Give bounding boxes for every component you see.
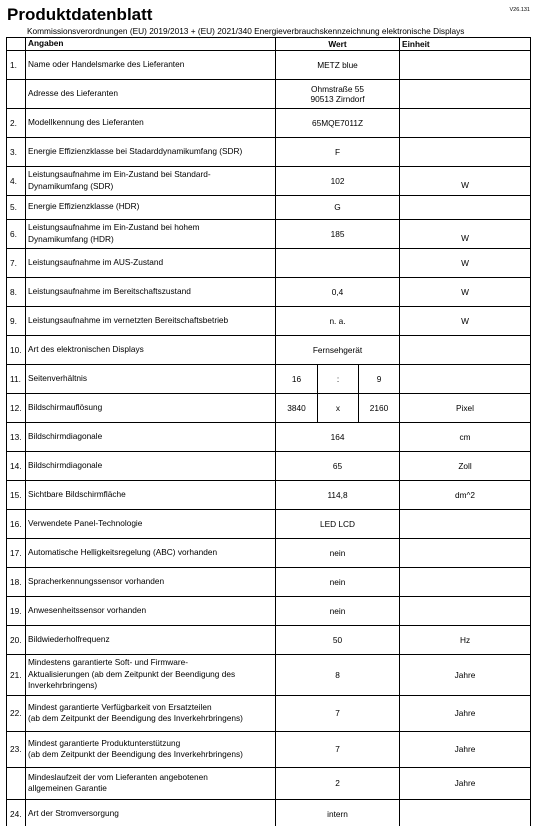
row-unit-text: W — [461, 286, 469, 297]
row-label: Mindeslaufzeit der vom Lieferanten angebotenen allgemeinen Garantie — [26, 767, 276, 799]
table-row — [7, 277, 531, 306]
row-unit — [400, 422, 531, 451]
page-title: Produktdatenblatt — [7, 5, 153, 24]
row-unit — [400, 108, 531, 137]
row-label: Energie Effizienzklasse (HDR) — [26, 195, 276, 219]
table-row — [7, 799, 531, 826]
row-number: 8. — [7, 277, 26, 306]
row-unit — [400, 306, 531, 335]
table-row — [7, 767, 531, 799]
row-label: Anwesenheitssensor vorhanden — [26, 596, 276, 625]
row-label: Mindestens garantierte Soft- und Firmware- Aktualisierungen (ab dem Zeitpunkt der Beendigung des Inverkehrbringens) — [26, 654, 276, 695]
row-unit — [400, 195, 531, 219]
row-value: 7 — [276, 731, 400, 767]
row-value: G — [276, 195, 400, 219]
row-value: nein — [276, 538, 400, 567]
row-number: 11. — [7, 364, 26, 393]
row-value: nein — [276, 567, 400, 596]
row-unit — [400, 248, 531, 277]
row-number: 12. — [7, 393, 26, 422]
row-label: Leistungsaufnahme im Ein-Zustand bei hohem Dynamikumfang (HDR) — [26, 219, 276, 248]
row-label: Mindest garantierte Produktunterstützung (ab dem Zeitpunkt der Beendigung des Inverkehrbringens) — [26, 731, 276, 767]
row-label: Leistungsaufnahme im Bereitschaftszustand — [26, 277, 276, 306]
row-number: 21. — [7, 654, 26, 695]
row-value: 164 — [276, 422, 400, 451]
row-number: 16. — [7, 509, 26, 538]
row-unit — [400, 451, 531, 480]
table-row — [7, 219, 531, 248]
row-value: Fernsehgerät — [276, 335, 400, 364]
row-number: 15. — [7, 480, 26, 509]
row-unit — [400, 695, 531, 731]
row-number: 19. — [7, 596, 26, 625]
row-value: METZ blue — [276, 50, 400, 79]
row-unit — [400, 335, 531, 364]
row-unit-text: dm^2 — [455, 489, 476, 500]
row-number: 7. — [7, 248, 26, 277]
row-label: Leistungsaufnahme im Ein-Zustand bei Standard- Dynamikumfang (SDR) — [26, 166, 276, 195]
row-label: Art der Stromversorgung — [26, 799, 276, 826]
row-label: Modellkennung des Lieferanten — [26, 108, 276, 137]
row-unit — [400, 767, 531, 799]
row-number — [7, 79, 26, 108]
table-row — [7, 509, 531, 538]
row-label: Bildwiederholfrequenz — [26, 625, 276, 654]
row-number: 14. — [7, 451, 26, 480]
table-row — [7, 195, 531, 219]
row-number: 20. — [7, 625, 26, 654]
row-number: 4. — [7, 166, 26, 195]
row-label: Art des elektronischen Displays — [26, 335, 276, 364]
row-label: Mindest garantierte Verfügbarkeit von Ersatzteilen (ab dem Zeitpunkt der Beendigung des Inverkehrbringens) — [26, 695, 276, 731]
row-unit — [400, 393, 531, 422]
table-row — [7, 166, 531, 195]
row-unit — [400, 50, 531, 79]
row-value-separator: x — [318, 393, 359, 422]
row-unit-text: Jahre — [454, 669, 476, 680]
table-row — [7, 538, 531, 567]
row-unit — [400, 480, 531, 509]
row-number: 17. — [7, 538, 26, 567]
table-row — [7, 567, 531, 596]
row-value: 50 — [276, 625, 400, 654]
row-unit-text: W — [461, 315, 469, 326]
row-unit-text: Jahre — [454, 778, 476, 788]
table-row — [7, 50, 531, 79]
table-row — [7, 364, 531, 393]
table-row — [7, 695, 531, 731]
row-unit — [400, 277, 531, 306]
row-unit — [400, 799, 531, 826]
table-row — [7, 596, 531, 625]
table-row — [7, 108, 531, 137]
row-label: Automatische Helligkeitsregelung (ABC) vorhanden — [26, 538, 276, 567]
data-table — [6, 37, 531, 826]
row-value: 65MQE7011Z — [276, 108, 400, 137]
row-number: 3. — [7, 137, 26, 166]
row-unit-text: Pixel — [456, 402, 475, 413]
table-row — [7, 731, 531, 767]
row-value-part: 16 — [276, 364, 318, 393]
table-row — [7, 248, 531, 277]
row-unit — [400, 137, 531, 166]
row-unit — [400, 731, 531, 767]
table-row — [7, 480, 531, 509]
row-value: F — [276, 137, 400, 166]
row-number: 24. — [7, 799, 26, 826]
table-row — [7, 137, 531, 166]
row-unit — [400, 625, 531, 654]
row-number: 13. — [7, 422, 26, 451]
row-unit-text: Jahre — [454, 744, 476, 754]
table-row — [7, 654, 531, 695]
data-table-body — [7, 38, 531, 826]
row-value: 185 — [276, 219, 400, 248]
row-label: Energie Effizienzklasse bei Stadarddynamikumfang (SDR) — [26, 137, 276, 166]
row-label: Verwendete Panel-Technologie — [26, 509, 276, 538]
row-label: Leistungsaufnahme im AUS-Zustand — [26, 248, 276, 277]
row-label: Leistungsaufnahme im vernetzten Bereitschaftsbetrieb — [26, 306, 276, 335]
row-unit — [400, 654, 531, 695]
row-unit-text: Zoll — [458, 460, 472, 471]
row-value: nein — [276, 596, 400, 625]
row-label: Adresse des Lieferanten — [26, 79, 276, 108]
row-number: 23. — [7, 731, 26, 767]
row-value: intern — [276, 799, 400, 826]
version-label: V26.131 — [509, 7, 530, 13]
row-number: 1. — [7, 50, 26, 79]
table-row — [7, 451, 531, 480]
row-value-part: 3840 — [276, 393, 318, 422]
row-number: 18. — [7, 567, 26, 596]
row-value: 2 — [276, 767, 400, 799]
row-unit — [400, 509, 531, 538]
header-label: Angaben — [26, 38, 276, 51]
row-number: 9. — [7, 306, 26, 335]
row-value-part: 9 — [359, 364, 400, 393]
row-value: 8 — [276, 654, 400, 695]
row-unit-text: W — [461, 179, 469, 190]
row-value: 0,4 — [276, 277, 400, 306]
row-unit-text: cm — [459, 431, 471, 442]
header-num-cell — [7, 38, 26, 51]
row-unit-text: Hz — [459, 634, 471, 645]
header-unit: Einheit — [400, 38, 531, 51]
table-header-row — [7, 38, 531, 51]
row-label: Bildschirmdiagonale — [26, 451, 276, 480]
row-value-separator: : — [318, 364, 359, 393]
row-value: LED LCD — [276, 509, 400, 538]
row-number — [7, 767, 26, 799]
header-value: Wert — [276, 38, 400, 51]
row-unit — [400, 166, 531, 195]
row-unit — [400, 79, 531, 108]
table-row — [7, 79, 531, 108]
row-unit-text: Jahre — [454, 708, 476, 718]
table-row — [7, 393, 531, 422]
row-unit — [400, 219, 531, 248]
row-number: 10. — [7, 335, 26, 364]
row-value: Ohmstraße 55 90513 Zirndorf — [276, 79, 400, 108]
row-value: 114,8 — [276, 480, 400, 509]
row-unit — [400, 538, 531, 567]
row-unit-text: W — [461, 257, 469, 268]
row-unit — [400, 596, 531, 625]
row-number: 22. — [7, 695, 26, 731]
row-unit — [400, 567, 531, 596]
row-label: Seitenverhältnis — [26, 364, 276, 393]
row-unit-text: W — [461, 232, 469, 243]
row-value: n. a. — [276, 306, 400, 335]
row-value: 65 — [276, 451, 400, 480]
row-value — [276, 248, 400, 277]
table-row — [7, 335, 531, 364]
row-label: Spracherkennungssensor vorhanden — [26, 567, 276, 596]
row-value: 102 — [276, 166, 400, 195]
table-row — [7, 625, 531, 654]
row-value-part: 2160 — [359, 393, 400, 422]
product-data-sheet — [6, 4, 530, 826]
row-label: Name oder Handelsmarke des Lieferanten — [26, 50, 276, 79]
table-row — [7, 422, 531, 451]
row-number: 6. — [7, 219, 26, 248]
row-number: 5. — [7, 195, 26, 219]
table-row — [7, 306, 531, 335]
row-label: Sichtbare Bildschirmfläche — [26, 480, 276, 509]
row-unit — [400, 364, 531, 393]
page-subtitle: Kommissionsverordnungen (EU) 2019/2013 + (EU) 2021/340 Energieverbrauchskennzeichnung elektronische Displays — [27, 26, 465, 36]
row-number: 2. — [7, 108, 26, 137]
row-value: 7 — [276, 695, 400, 731]
row-label: Bildschirmauflösung — [26, 393, 276, 422]
row-label: Bildschirmdiagonale — [26, 422, 276, 451]
